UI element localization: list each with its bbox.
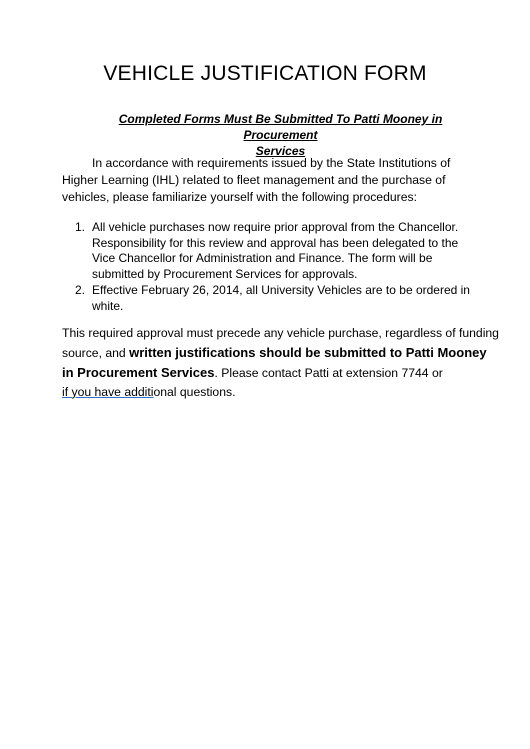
closing-text: . Please contact Patti at extension 7744 or [214,366,443,380]
emphasized-text: written justifications should be submitted to Patti Mooney [129,345,487,360]
submission-notice-line-1: Completed Forms Must Be Submitted To Patti Mooney in Procurement [118,112,443,142]
submission-notice [88,111,473,159]
closing-paragraph [62,324,499,402]
closing-line-3 [62,363,472,383]
underlined-text: if you have additi [62,385,154,399]
list-item-number: 1. [75,220,86,234]
intro-paragraph: In accordance with requirements issued by the State Institutions of Higher Learning (IHL) related to fleet management and the purchase of vehicles, please familiarize yourself with the following procedures: [62,156,451,204]
list-item-text: Effective February 26, 2014, all University Vehicles are to be ordered in white. [92,282,470,313]
closing-line-2 [62,343,487,363]
submission-notice-line-2: Services [255,144,306,158]
emphasized-text: in Procurement Services [62,365,215,380]
list-item-number: 2. [75,282,86,297]
closing-line-4 [62,383,472,402]
closing-line-1: This required approval must precede any vehicle purchase, regardless of funding [62,326,499,340]
list-item [75,220,470,283]
page-title: VEHICLE JUSTIFICATION FORM [103,62,427,85]
closing-text: onal questions. [153,385,236,399]
procedure-list [75,220,470,314]
list-item-text: All vehicle purchases now require prior approval from the Chancellor. Responsibility for this review and approval has been delegated to the Vice Chancellor for Administration and Finance. The form will be submitted by Procurement Services for approvals. [92,220,459,282]
closing-text: source, and [62,346,130,360]
list-item [75,283,470,314]
